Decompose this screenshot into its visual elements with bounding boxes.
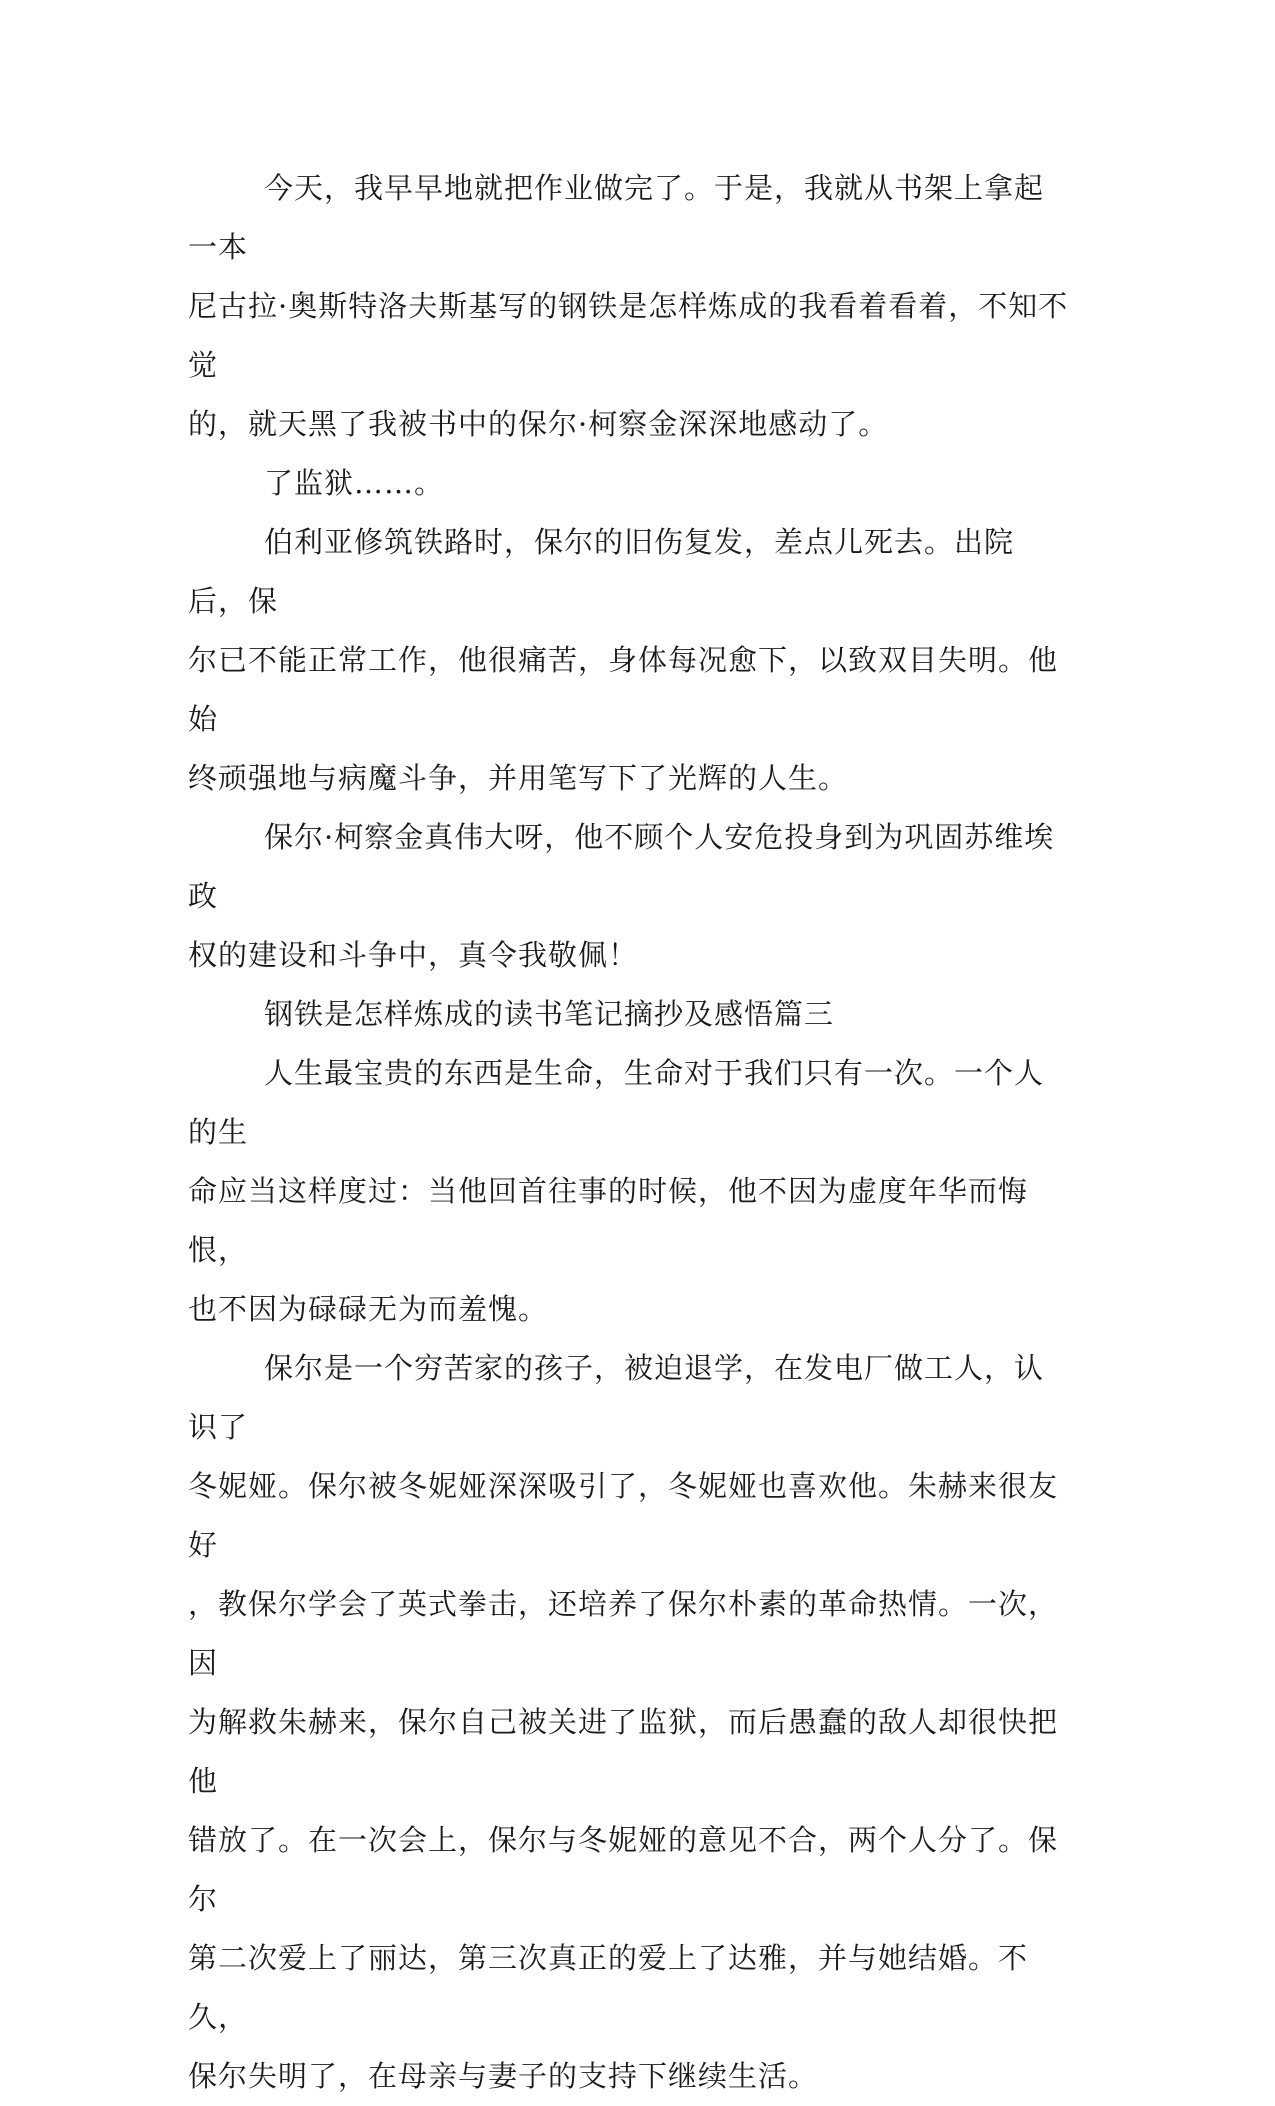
paragraph-intro: 今天，我早早地就把作业做完了。于是，我就从书架上拿起一本 尼古拉·奥斯特洛夫斯基写的钢铁是怎样炼成的我看着看着，不知不觉 的，就天黑了我被书中的保尔·柯察金深深地感动了。 [188,171,1069,441]
paragraph-prison-fragment: 了监狱……。 [264,466,445,500]
paragraph-railway: 伯利亚修筑铁路时，保尔的旧伤复发，差点儿死去。出院后，保 尔已不能正常工作，他很痛苦，身体每况愈下，以致双目失明。他始 终顽强地与病魔斗争，并用笔写下了光辉的人生。 [188,525,1059,795]
document-body [188,159,1073,2106]
paragraph-plot-summary: 保尔是一个穷苦家的孩子，被迫退学，在发电厂做工人，认识了 冬妮娅。保尔被冬妮娅深深吸引了，冬妮娅也喜欢他。朱赫来很友好 ，教保尔学会了英式拳击，还培养了保尔朴素的革命热情。一次，因 为解救朱赫来，保尔自己被关进了监狱，而后愚蠢的敌人却很快把他 错放了。在一次会上，保尔与冬妮娅的意见不合，两个人分了。保尔 第二次爱上了丽达，第三次真正的爱上了达雅，并与她结婚。不久， 保尔失明了，在母亲与妻子的支持下继续生活。 [188,1351,1059,2093]
paragraph-admiration: 保尔·柯察金真伟大呀，他不顾个人安危投身到为巩固苏维埃政 权的建设和斗争中，真令我敬佩！ [188,820,1055,972]
paragraph-life-quote: 人生最宝贵的东西是生命，生命对于我们只有一次。一个人的生 命应当这样度过：当他回首往事的时候，他不因为虚度年华而悔恨， 也不因为碌碌无为而羞愧。 [188,1056,1045,1326]
section-heading: 钢铁是怎样炼成的读书笔记摘抄及感悟篇三 [264,997,835,1031]
